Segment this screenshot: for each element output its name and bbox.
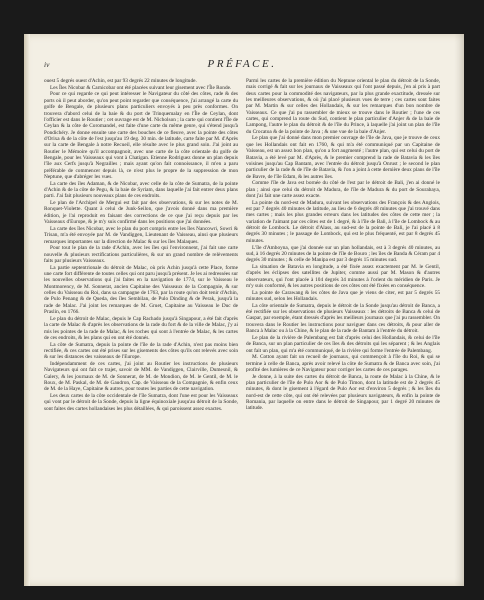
paragraph: La situation de Batavia en longitude, a été fixée assez exactement par M. le Gentil, d'après les éclipses des satellites de Jupiter, comme aussi par M. Mason & d'autres observateurs, qui l'ont placée à 104 degrés 34 minutes à l'orient du méridien de Paris. Je m'y suis conformé, & les autres positions de ces côtes ont été fixées en conséquence. <box>246 263 440 289</box>
paragraph: Pour tout le plan de la rade d'Achin, avec les îles qui l'environnent, j'ai fait une carte nouvelle & plusieurs rectifications particulières, & sur un grand nombre de relèvements faits par plusieurs Vaisseaux. <box>44 245 238 264</box>
page-edge-shadow <box>454 34 464 586</box>
paragraph: La côte de Sumatra, depuis la pointe de l'île de la rade d'Achin, n'est pas moins bien rectifiée, & ces cartes ont été prises sur les gisements des côtes qu'ils ont relevés avec soin & sur les distances des vaisseaux de l'Europe. <box>44 341 238 361</box>
page-binding-edge <box>24 34 30 586</box>
paragraph: La carte des îles Nicobar, avec le plan du port compris entre les îles Nancowri, Sowri & Trisan, m'a été envoyée par M. de Vandiggen, Lieutenant de Vaisseau, ainsi que plusieurs remarques importantes sur la direction de Malac & sur les îles Malaques. <box>44 225 238 245</box>
paragraph: La pointe de Carawang & les côtes de Java que je viens de citer, est par 5 degrés 55 minutes sud, selon les Hollandais. <box>246 289 440 303</box>
right-text-column <box>246 78 440 544</box>
paragraph: ouest 5 degrés ouest d'Achin, est par 93 degrés 22 minutes de longitude. <box>44 78 197 84</box>
paragraph: La carte des îles Adaman, & de Nicobar, avec celle de la côte de Sumatra, de la pointe d'Achin & de la côte de Pegu, & la baie de Syriam, dans laquelle j'ai fait entrer deux plans parti. J'ai fait plusieurs nouveaux plans de ces endroits. <box>44 180 238 200</box>
paragraph: Le plan de la rivière de Palembang est fait d'après celui des Hollandais, & celui de l'île de Banca, sur un plan particulier de ces îles & des détroits qui les séparent ; & les Anglais ont fait un plan, qui m'a été communiqué, de la rivière qui forme l'entrée de Palembang. <box>246 334 440 354</box>
paragraph: Le plan de l'Archipel de Mergui est fait par des observations, & sur les notes de M. Ronquet-Violette. Quant à celui de Junk-Seilon, que j'avois donné dans ma première édition, je l'ai reproduit en faisant des corrections de ce que j'ai reçu depuis par les Vaisseaux d'Europe, & je m'y suis confirmé dans les positions que j'ai données. <box>44 200 238 226</box>
paragraph: Les deux cartes de la côte occidentale de l'île Sumatra, dont l'une est pour les Vaisseaux qui vont par le détroit de la Sonde, depuis la ligne équinoxiale jusqu'au détroit de la Sonde, sont faites des cartes hollandaises les plus détaillées, & qui paroissent assez exactes. <box>44 393 238 412</box>
paragraph: Les Îles Nicobar & Carnicobar ont été placées suivant leur gisement avec l'Île Ronde. <box>50 84 232 91</box>
paragraph: La pointe du nord-est de Madura, suivant les observations des François & des Anglois, est par 7 degrés 40 minutes de latitude, au lieu de 6 degrés 48 minutes que j'ai trouvé dans mes cartes ; mais les plus grandes erreurs dans les latitudes des côtes de cette mer ; la variation de l'aimant par ces côtes est de 1 degré, & à l'île de Bali, à l'île de Lombock & au détroit de Lombock. Le détroit d'Alass, au sud-est de la pointe de Bali, je l'ai placé à 8 degrés 30 minutes ; le passage de Lombock, qui est le plus fréquenté, est par 8 degrés 45 minutes. <box>246 199 440 244</box>
page-header <box>44 60 440 74</box>
paragraph: La côte orientale de Sumatra, depuis le détroit de la Sonde jusqu'au détroit de Banca, a été rectifiée sur les observations de plusieurs Vaisseaux : les détroits de Banca & celui de Gaspar, par exemple, étant dressés d'après les meilleurs journaux que j'ai pu rassembler. On trouvera dans le Routier les instructions pour naviguer dans ces détroits, & pour aller de Banca à Malac ou à la Chine, & le plan de la rade de Bantam à l'entrée du détroit. <box>246 302 440 335</box>
paragraph: Le plan que j'ai donné dans mon premier ouvrage de l'île de Java, que je trouve de ceux que les Hollandais ont fait en 1760, & qui m'a été communiqué par un Capitaine de Vaisseau, est un assez bon plan, qu'on a fort augmenté ; l'autre plan, qui est celui du port de Batavia, a été levé par M. d'Après, & le premier comprend la rade de Batavia & les îles voisines jusqu'au Cap Bantam, avec l'entrée du détroit jusqu'à Onrust ; le second le plan particulier de la rade & de l'île de Batavia, & l'on a joint à cette dernière deux plans de l'île de Bavre, de l'île Edam, & les autres îles. <box>246 135 440 180</box>
paragraph: Le plan du détroit de Malac, depuis le Cap Rachado jusqu'à Singapour, a été fait d'après la carte de Malac & d'après les observations de la rade du fort & de la ville de Malac, j'y ai mis les pointes de la rade de Malac, & les roches qui sont à l'entrée de Malac, & les cartes de ces endroits, & les plans qui en ont été donnés. <box>44 315 238 341</box>
running-title: PRÉFACE. <box>207 58 277 70</box>
paragraph: Indépendamment de ces cartes, j'ai joint au Routier les instructions de plusieurs Navigateurs qui ont fait ce trajet, savoir de MM. de Vandiggen, Clairville, Dumesnil, & Galery, & les journaux de M. de Sonnerat, de M. de Mondion, de M. le Gentil, de M. le Roux, de M. Paskal, de M. de Gaudron, Cap. de Vaisseau de la Compagnie, & enfin ceux de M. de la Haye, Capitaine & autres, pour toutes les parties de cette navigation. <box>44 361 238 393</box>
paragraph: Comme l'île de Java est bornée du côté de l'est par le détroit de Bali, j'en ai donné le plan ; ainsi que celui du détroit de Madura, de l'île de Madura & du port de Sourabaya, dont j'ai fait une carte assez exacte. <box>246 180 440 199</box>
paragraph: Je donne, à la suite des cartes du détroit de Banca, la route de Malac à la Chine, & le plan particulier de l'île de Pulo Aor & de Pulo Timon, dont la latitude est de 2 degrés 45 minutes, & dont le gisement à l'égard de Pulo Aor est d'environ 5 degrés ; & les îles du nord-est de cette côte, qui ont été relevées par plusieurs navigateurs, & enfin la pointe de Romania, par laquelle on entre dans le détroit de Singapour, par 1 degré 20 minutes de latitude. <box>246 373 440 412</box>
text-columns <box>44 78 440 544</box>
left-text-column <box>44 78 238 544</box>
page-number: iv <box>44 60 50 69</box>
paragraph: Parmi les cartes de la première édition du Neptune oriental le plan du détroit de la Sonde, mais corrigé & fait sur les journaux de Vaisseaux qui l'ont passé depuis, j'en ai pris à part deux cartes pour la commodité des navigateurs, par la plus grande exactitude, dressée sur les meilleures observations, & où j'ai placé plusieurs vues de terre ; ces cartes sont faites par M. Martin & sur celles des Hollandais, & sur les remarques d'un bon nombre de Vaisseaux. Ce que j'ai pu rassembler de mieux se trouve dans le Routier ; l'une de ces cartes, qui comprend la route du Sud, contient le plan particulier d'Anjer & de la baie de Lampong, l'autre le plan du détroit & de l'île du Prince, à laquelle j'ai joint un plan de l'île du Crocatoa & de la pointe de Java ; & une vue de la baie d'Anjer. <box>246 78 440 135</box>
paragraph: M. Cotton ayant fait un recueil de journaux, qui commençoit à l'île du Roi, & qui se termine à celle de Banca, après avoir relevé la côte de Sumatra & de Banca avec soin, j'ai profité des lumières de ce Navigateur pour corriger les cartes de ces parages. <box>246 354 440 373</box>
paragraph: L'île d'Amboyna, que j'ai donnée sur un plan hollandais, est à 3 degrés 40 minutes, au sud, à 16 degrés 20 minutes de la pointe de l'île de Bouro ; les îles de Banda & Céram par 4 degrés 30 minutes ; & celle de Manipa est par 3 degrés 15 minutes sud. <box>246 244 440 264</box>
paragraph: Pour ce qui regarde ce qui peut intéresser le Navigateur du côté des côtes, rade & des ports où il peut aborder, qu'on peut point regarder que conséquence, j'ai arrangé la carte du golfe de Bengale, de plusieurs plans particuliers envoyés à peu près conformes. On trouvera d'abord celui de la baie & du port de Trinquemalay en l'Île de Ceylan, dont l'officier est dans le Routier ; cet ouvrage est de M. Nicholson ; la carte qui contient l'Île de Ceylan & la côte de Coromandel, est faite d'une carte du même genre, qui s'étend jusqu'à Pondichéry. Je donne ensuite une carte des bouches de ce fleuve, avec la pointe des côtes d'Orixa & de la côte de l'est jusqu'au 19 deg. 30 min. de latitude, carte faite par M. d'Après sur la carte de Bengale à notre Recueil, elle résulte avec le plus grand soin. J'ai joint au Routier le Mémoire qu'il accompagnoit, avec une carte de la côte orientale du golfe de Bengale, pour les Vaisseaux qui vont à Chatigan. Etienne Rodriguez donne un plan depuis l'île aux Cerfs jusqu'à Negrailles ; mais ayant qu'on fait connoissance, il m'en a paru préférable de commencer depuis là, ce n'est plus le propre de la suppression de mon Neptune, que d'abréger les vues. <box>44 91 238 180</box>
paragraph: La partie septentrionale du détroit de Malac, où pris Achin jusqu'à cette Place, forme une carte fort différente de toutes celles qui ont paru jusqu'à présent. Je les ai redressées sur les nouvelles observations qui j'ai faites en la navigation de 1774, sur le Vaisseau le Montmorency, de M. Sonnerat, ancien Capitaine des Vaisseaux de la Compagnie, & sur celles du Vaisseau du Roi, dans sa campagne de 1763, par la route qu'on doit tenir d'Achin, de Pulo Penang & de Queda, des îles Sembilan, de Pulo Dinding & de Perak, jusqu'à la rade de Malac. J'ai joint les remarques de M. Gruet, Capitaine au Vaisseau le Duc de Praslin, en 1766. <box>44 264 238 316</box>
book-page <box>24 34 464 586</box>
